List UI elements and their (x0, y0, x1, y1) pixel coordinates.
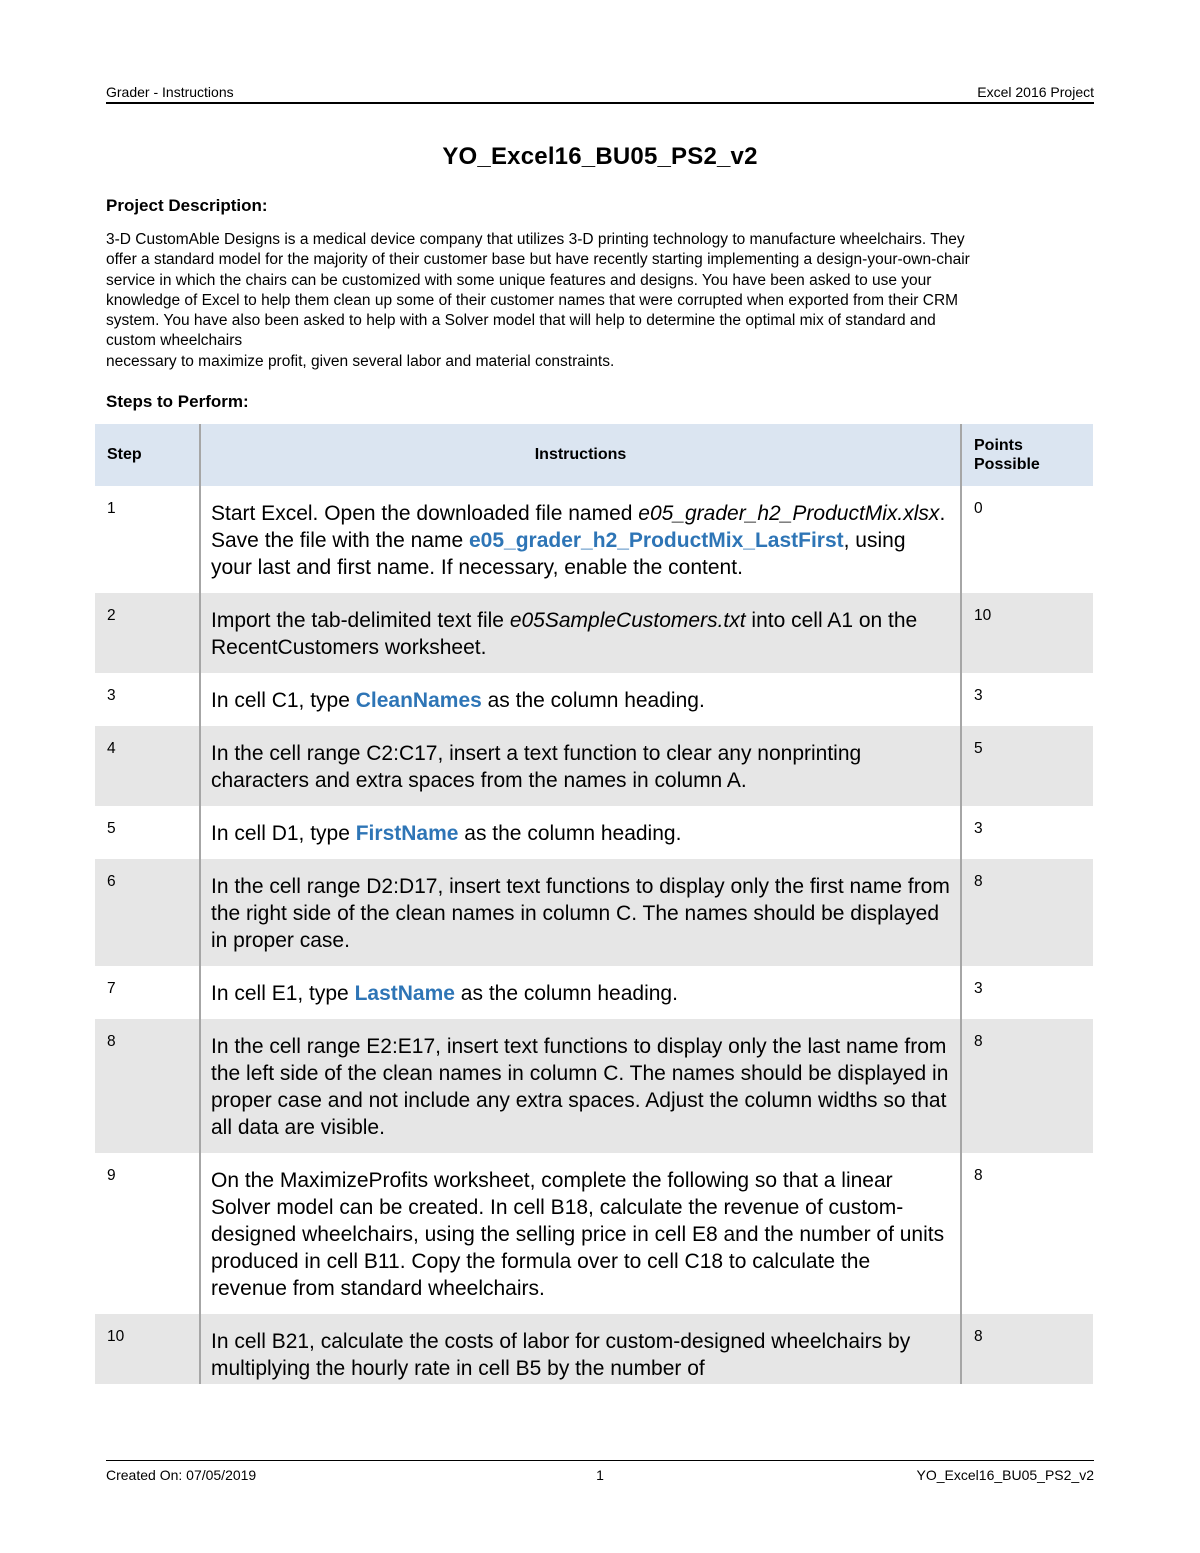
instruction-segment: In cell C1, type (211, 689, 356, 712)
file-name: e05SampleCustomers.txt (509, 609, 746, 632)
project-description-heading: Project Description: (106, 196, 268, 215)
instruction-segment: into cell A1 on the RecentCustomers worksheet. (211, 609, 918, 659)
points-column-header (961, 424, 1093, 486)
instruction-segment: as the column heading. (458, 822, 682, 845)
instruction-text (201, 486, 960, 593)
instruction-text (201, 593, 960, 673)
table-row (95, 1019, 1093, 1153)
instruction-text: On the MaximizeProfits worksheet, complete the following so that a linear Solver model can be created. In cell B18, calculate the revenue of custom-designed wheelchairs, using the selling price in cell E8 and the number of units produced in cell B11. Copy the formula over to cell C18 to calculate the revenue from standard wheelchairs. (211, 1169, 945, 1300)
step-number: 10 (107, 1328, 125, 1345)
step-number: 3 (107, 687, 116, 704)
instruction-segment: In cell E1, type (211, 982, 355, 1005)
instruction-text (201, 966, 960, 1019)
instruction-segment: , using your last and first name. If necessary, enable the content. (211, 529, 906, 579)
description-line: system. You have also been asked to help with a Solver model that will help to determine the optimal mix of standard and (106, 312, 936, 330)
table-row (95, 1314, 1093, 1384)
instruction-segment: . Save the file with the name (211, 502, 946, 552)
header-left-text: Grader - Instructions (106, 84, 234, 100)
instruction-text: In cell B21, calculate the costs of labor for custom-designed wheelchairs by multiplying the hourly rate in cell B5 by the number of (211, 1330, 911, 1380)
points-value: 3 (974, 980, 983, 997)
points-value: 3 (974, 687, 983, 704)
instruction-segment: as the column heading. (481, 689, 705, 712)
instruction-text: In the cell range C2:C17, insert a text function to clear any nonprinting characters and extra spaces from the names in column A. (211, 742, 862, 792)
points-value: 0 (974, 500, 983, 517)
points-header-line: Possible (974, 456, 1040, 473)
instruction-segment: Import the tab-delimited text file (211, 609, 510, 632)
instruction-text (201, 673, 960, 726)
table-row (95, 1153, 1093, 1314)
step-number: 9 (107, 1167, 116, 1184)
instruction-text (201, 806, 960, 859)
typed-value: FirstName (355, 822, 459, 845)
step-number: 4 (107, 740, 116, 757)
footer-created-on: Created On: 07/05/2019 (106, 1467, 257, 1483)
step-number: 6 (107, 873, 116, 890)
project-description (106, 230, 1096, 372)
table-row (95, 486, 1093, 593)
description-line: custom wheelchairs (106, 332, 243, 350)
table-header-row (95, 424, 1093, 486)
instruction-text: In the cell range E2:E17, insert text functions to display only the last name from the left side of the clean names in column C. The names should be displayed in proper case and not include any extra spaces. Adjust the column widths so that all data are visible. (211, 1035, 949, 1139)
instructions-column-header: Instructions (200, 424, 961, 486)
points-value: 8 (974, 1167, 983, 1184)
points-value: 3 (974, 820, 983, 837)
description-line: offer a standard model for the majority of their customer base but have recently starting implementing a design-your-own-chair (106, 251, 970, 269)
step-number: 5 (107, 820, 116, 837)
points-value: 10 (974, 607, 992, 624)
instruction-segment: In cell D1, type (211, 822, 356, 845)
step-number: 2 (107, 607, 116, 624)
step-number: 7 (107, 980, 116, 997)
description-line: service in which the chairs can be customized with some unique features and designs. You have been asked to use your (106, 271, 932, 289)
steps-heading: Steps to Perform: (106, 392, 249, 411)
typed-value: LastName (354, 982, 455, 1005)
step-number: 1 (107, 500, 116, 517)
page-footer (106, 1460, 1094, 1483)
instruction-text: In the cell range D2:D17, insert text functions to display only the first name from the right side of the clean names in column C. The names should be displayed in proper case. (211, 875, 950, 952)
description-line: necessary to maximize profit, given several labor and material constraints. (106, 352, 615, 370)
table-row (95, 859, 1093, 966)
header-right-text: Excel 2016 Project (977, 84, 1094, 100)
save-file-name: e05_grader_h2_ProductMix_LastFirst (468, 529, 844, 552)
points-value: 8 (974, 873, 983, 890)
table-row (95, 593, 1093, 673)
points-value: 8 (974, 1328, 983, 1345)
points-value: 8 (974, 1033, 983, 1050)
typed-value: CleanNames (355, 689, 482, 712)
steps-table (95, 424, 1093, 1384)
points-value: 5 (974, 740, 983, 757)
file-name: e05_grader_h2_ProductMix.xlsx (638, 502, 940, 525)
points-header-line: Points (974, 437, 1023, 454)
table-row (95, 806, 1093, 859)
instruction-segment: as the column heading. (454, 982, 678, 1005)
step-column-header: Step (95, 424, 200, 486)
instruction-segment: Start Excel. Open the downloaded file named (211, 502, 639, 525)
document-title: YO_Excel16_BU05_PS2_v2 (442, 143, 758, 170)
footer-document-id: YO_Excel16_BU05_PS2_v2 (916, 1467, 1094, 1483)
description-line: knowledge of Excel to help them clean up some of their customer names that were corrupted when exported from their CRM (106, 291, 959, 309)
table-row (95, 966, 1093, 1019)
description-line: 3-D CustomAble Designs is a medical device company that utilizes 3-D printing technology to manufacture wheelchairs. They (106, 231, 965, 248)
page-header (106, 82, 1094, 104)
table-row (95, 726, 1093, 806)
footer-page-number: 1 (596, 1467, 604, 1483)
step-number: 8 (107, 1033, 116, 1050)
table-row (95, 673, 1093, 726)
